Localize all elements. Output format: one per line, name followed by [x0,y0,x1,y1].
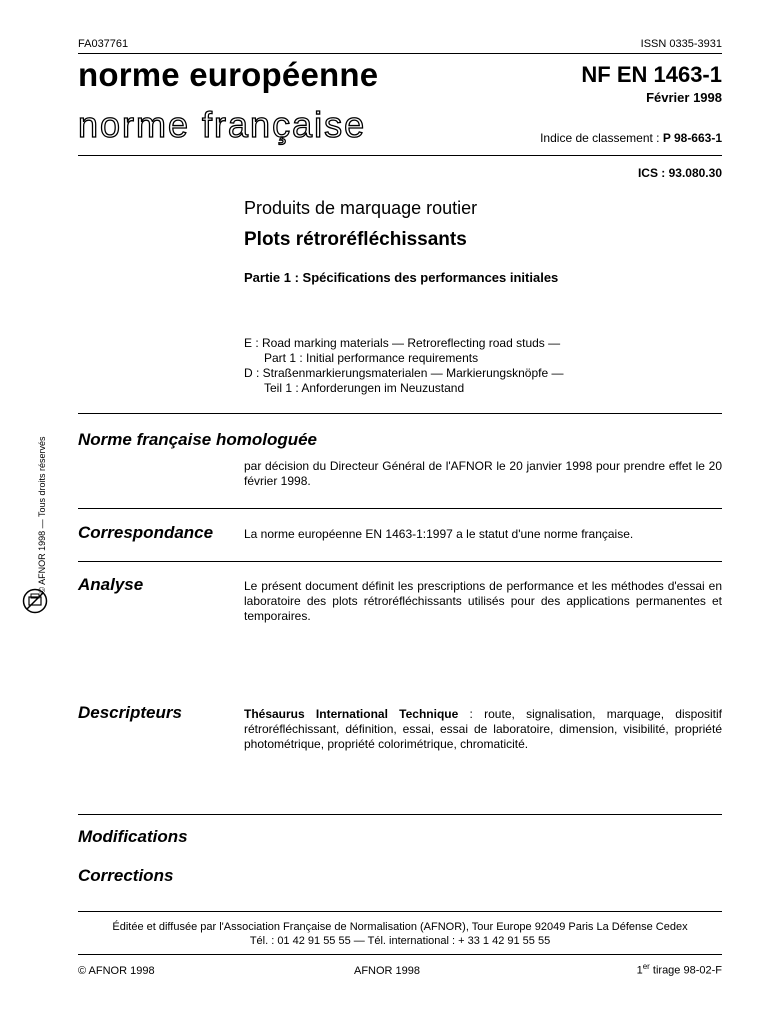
editor-info [78,920,722,948]
classement-index [540,131,722,145]
document-subject: Produits de marquage routier [244,198,478,218]
divider [78,954,722,955]
section-title-homologuee: Norme française homologuée [78,430,318,449]
footer-copyright: © AFNOR 1998 [78,965,155,977]
section-title-modifications: Modifications [78,827,188,846]
footer-tirage [637,962,722,977]
issn: ISSN 0335-3931 [640,38,722,50]
section-title-corrections: Corrections [78,866,174,885]
publication-date: Février 1998 [646,90,722,105]
divider [78,814,722,815]
section-body-descripteurs [244,707,722,752]
translation-english [244,336,560,366]
title-norme-francaise: norme française [78,104,367,145]
tirage-superscript: er [642,962,650,971]
divider [78,561,722,562]
classement-value: P 98-663-1 [662,131,722,145]
document-part: Partie 1 : Spécifications des performances initiales [244,270,559,285]
divider [78,911,722,912]
section-title-analyse: Analyse [78,575,144,594]
divider [78,53,722,54]
standard-code: NF EN 1463-1 [581,62,722,87]
thesaurus-label: Thésaurus International Technique [244,707,459,721]
tirage-number: 1 [636,964,643,977]
tirage-text: tirage 98-02-F [649,964,722,977]
ics-code: ICS : 93.080.30 [637,166,722,180]
footer-center: AFNOR 1998 [354,965,421,977]
translation-german [244,366,563,396]
divider [78,508,722,509]
section-body-homologuee: par décision du Directeur Général de l'AFNOR le 20 janvier 1998 pour prendre effet le 20 février 1998. [244,459,722,488]
classement-label: Indice de classement : [540,131,660,145]
no-photocopy-icon [22,588,48,619]
title-norme-europeenne: norme européenne [78,56,379,93]
translation-line: Part 1 : Initial performance requirements [264,351,479,365]
divider [78,413,722,414]
sidebar-copyright-text: © AFNOR 1998 — Tous droits réservés [37,436,47,594]
translation-line: E : Road marking materials — Retroreflecting road studs — [244,336,561,350]
divider [78,155,722,156]
section-title-descripteurs: Descripteurs [78,703,182,722]
descripteurs-text: : route, signalisation, marquage, dispositif rétroréfléchissant, définition, essai, essai de laboratoire, dimension, visibilité, propriété photométrique, propriété colorimétrique, chromaticité. [244,707,722,751]
document-title: Plots rétroréfléchissants [244,229,467,250]
translation-line: Teil 1 : Anforderungen im Neuzustand [264,381,465,395]
translation-line: D : Straßenmarkierungsmaterialen — Markierungsknöpfe — [244,366,564,380]
document-reference: FA037761 [78,38,129,50]
editor-line: Éditée et diffusée par l'Association Française de Normalisation (AFNOR), Tour Europe 92049 Paris La Défense Cedex [112,921,688,933]
section-body-correspondance: La norme européenne EN 1463-1:1997 a le statut d'une norme française. [244,527,634,541]
editor-phone: Tél. : 01 42 91 55 55 — Tél. international : + 33 1 42 91 55 55 [249,935,551,947]
section-title-correspondance: Correspondance [78,523,214,542]
section-body-analyse: Le présent document définit les prescriptions de performance et les méthodes d'essai en laboratoire des plots rétroréfléchissants utilisés pour des applications permanentes et temporaires. [244,579,722,623]
